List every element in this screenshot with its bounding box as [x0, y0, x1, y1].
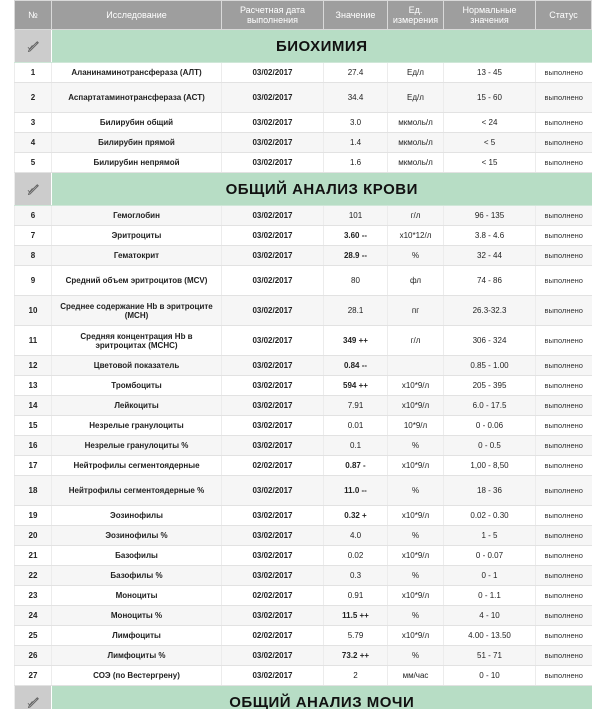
cell-unit: г/л — [388, 326, 444, 356]
cell-num: 6 — [15, 206, 52, 226]
cell-name: Эозинофилы % — [52, 526, 222, 546]
cell-name: Лейкоциты — [52, 396, 222, 416]
cell-date: 03/02/2017 — [222, 506, 324, 526]
cell-value: 3.0 — [324, 113, 388, 133]
cell-date: 03/02/2017 — [222, 476, 324, 506]
cell-date: 03/02/2017 — [222, 113, 324, 133]
cell-value: 80 — [324, 266, 388, 296]
cell-status: выполнено — [536, 133, 592, 153]
cell-value: 3.60 -- — [324, 226, 388, 246]
cell-name: Базофилы % — [52, 566, 222, 586]
cell-num: 13 — [15, 376, 52, 396]
cell-value: 594 ++ — [324, 376, 388, 396]
cell-unit: Ед/л — [388, 63, 444, 83]
cell-unit: x10*9/л — [388, 626, 444, 646]
cell-name: Лимфоциты % — [52, 646, 222, 666]
section-header-row — [15, 30, 592, 63]
cell-norm: 0 - 1.1 — [444, 586, 536, 606]
cell-status: выполнено — [536, 83, 592, 113]
cell-value: 0.02 — [324, 546, 388, 566]
cell-date: 02/02/2017 — [222, 586, 324, 606]
cell-date: 03/02/2017 — [222, 326, 324, 356]
table-row — [15, 456, 592, 476]
cell-value: 28.1 — [324, 296, 388, 326]
cell-status: выполнено — [536, 246, 592, 266]
cell-date: 03/02/2017 — [222, 436, 324, 456]
cell-name: Моноциты % — [52, 606, 222, 626]
cell-name: Незрелые гранулоциты — [52, 416, 222, 436]
table-row — [15, 396, 592, 416]
cell-unit: x10*12/л — [388, 226, 444, 246]
cell-norm: < 5 — [444, 133, 536, 153]
cell-norm: 26.3-32.3 — [444, 296, 536, 326]
cell-norm: 205 - 395 — [444, 376, 536, 396]
cell-name: Тромбоциты — [52, 376, 222, 396]
cell-status: выполнено — [536, 586, 592, 606]
cell-num: 22 — [15, 566, 52, 586]
cell-status: выполнено — [536, 526, 592, 546]
cell-num: 23 — [15, 586, 52, 606]
section-icon-cell — [15, 30, 52, 63]
cell-num: 15 — [15, 416, 52, 436]
cell-date: 03/02/2017 — [222, 416, 324, 436]
cell-name: Гематокрит — [52, 246, 222, 266]
col-header-name: Исследование — [52, 1, 222, 30]
cell-num: 26 — [15, 646, 52, 666]
cell-date: 02/02/2017 — [222, 456, 324, 476]
cell-num: 17 — [15, 456, 52, 476]
cell-unit: мкмоль/л — [388, 153, 444, 173]
col-header-date: Расчетная дата выполнения — [222, 1, 324, 30]
cell-status: выполнено — [536, 226, 592, 246]
cell-status: выполнено — [536, 436, 592, 456]
section-title: БИОХИМИЯ — [52, 30, 592, 63]
cell-unit: % — [388, 476, 444, 506]
cell-name: Среднее содержание Hb в эритроците (MCH) — [52, 296, 222, 326]
cell-norm: 13 - 45 — [444, 63, 536, 83]
cell-date: 03/02/2017 — [222, 526, 324, 546]
cell-num: 27 — [15, 666, 52, 686]
cell-status: выполнено — [536, 266, 592, 296]
table-row — [15, 606, 592, 626]
cell-num: 2 — [15, 83, 52, 113]
cell-name: Незрелые гранулоциты % — [52, 436, 222, 456]
cell-status: выполнено — [536, 666, 592, 686]
table-row — [15, 526, 592, 546]
cell-name: Лимфоциты — [52, 626, 222, 646]
cell-norm: < 15 — [444, 153, 536, 173]
cell-name: СОЭ (по Вестергрену) — [52, 666, 222, 686]
cell-status: выполнено — [536, 476, 592, 506]
cell-unit: x10*9/л — [388, 456, 444, 476]
cell-num: 16 — [15, 436, 52, 456]
cell-date: 03/02/2017 — [222, 63, 324, 83]
cell-value: 28.9 -- — [324, 246, 388, 266]
cell-unit: мкмоль/л — [388, 133, 444, 153]
table-row — [15, 646, 592, 666]
col-header-value: Значение — [324, 1, 388, 30]
cell-unit: пг — [388, 296, 444, 326]
cell-num: 25 — [15, 626, 52, 646]
cell-num: 10 — [15, 296, 52, 326]
table-row — [15, 506, 592, 526]
cell-unit: x10*9/л — [388, 546, 444, 566]
cell-name: Средний объем эритроцитов (MCV) — [52, 266, 222, 296]
cell-date: 03/02/2017 — [222, 246, 324, 266]
cell-name: Аспартатаминотрансфераза (АСТ) — [52, 83, 222, 113]
cell-value: 1.6 — [324, 153, 388, 173]
table-row — [15, 113, 592, 133]
cell-num: 20 — [15, 526, 52, 546]
cell-norm: 74 - 86 — [444, 266, 536, 296]
cell-date: 03/02/2017 — [222, 396, 324, 416]
cell-date: 03/02/2017 — [222, 133, 324, 153]
cell-name: Эозинофилы — [52, 506, 222, 526]
cell-date: 03/02/2017 — [222, 226, 324, 246]
header-row — [15, 1, 592, 30]
cell-status: выполнено — [536, 456, 592, 476]
cell-name: Нейтрофилы сегментоядерные — [52, 456, 222, 476]
pencil-check-icon — [26, 39, 40, 53]
cell-value: 2 — [324, 666, 388, 686]
cell-norm: 0 - 0.07 — [444, 546, 536, 566]
cell-date: 03/02/2017 — [222, 646, 324, 666]
col-header-unit: Ед. измерения — [388, 1, 444, 30]
cell-status: выполнено — [536, 113, 592, 133]
cell-status: выполнено — [536, 356, 592, 376]
lab-results-table — [14, 0, 592, 709]
cell-unit: x10*9/л — [388, 376, 444, 396]
cell-status: выполнено — [536, 296, 592, 326]
table-row — [15, 566, 592, 586]
cell-unit: % — [388, 436, 444, 456]
table-row — [15, 206, 592, 226]
cell-unit: мкмоль/л — [388, 113, 444, 133]
cell-status: выполнено — [536, 646, 592, 666]
cell-norm: 0 - 0.5 — [444, 436, 536, 456]
table-row — [15, 356, 592, 376]
cell-unit: г/л — [388, 206, 444, 226]
table-row — [15, 376, 592, 396]
cell-norm: < 24 — [444, 113, 536, 133]
cell-value: 4.0 — [324, 526, 388, 546]
cell-status: выполнено — [536, 626, 592, 646]
section-header-row — [15, 686, 592, 709]
cell-status: выполнено — [536, 206, 592, 226]
cell-value: 11.5 ++ — [324, 606, 388, 626]
cell-norm: 0 - 0.06 — [444, 416, 536, 436]
cell-unit: % — [388, 246, 444, 266]
cell-value: 0.32 + — [324, 506, 388, 526]
cell-name: Билирубин непрямой — [52, 153, 222, 173]
cell-norm: 0.85 - 1.00 — [444, 356, 536, 376]
cell-num: 9 — [15, 266, 52, 296]
cell-name: Средняя концентрация Hb в эритроцитах (MCHC) — [52, 326, 222, 356]
cell-status: выполнено — [536, 153, 592, 173]
table-row — [15, 416, 592, 436]
table-row — [15, 296, 592, 326]
cell-value: 34.4 — [324, 83, 388, 113]
table-row — [15, 246, 592, 266]
cell-status: выполнено — [536, 416, 592, 436]
cell-norm: 3.8 - 4.6 — [444, 226, 536, 246]
cell-num: 18 — [15, 476, 52, 506]
cell-value: 11.0 -- — [324, 476, 388, 506]
table-row — [15, 83, 592, 113]
table-header — [15, 1, 592, 30]
cell-norm: 1,00 - 8,50 — [444, 456, 536, 476]
cell-num: 8 — [15, 246, 52, 266]
table-row — [15, 153, 592, 173]
cell-date: 03/02/2017 — [222, 206, 324, 226]
cell-date: 03/02/2017 — [222, 266, 324, 296]
cell-norm: 4 - 10 — [444, 606, 536, 626]
table-row — [15, 666, 592, 686]
cell-name: Билирубин прямой — [52, 133, 222, 153]
cell-date: 03/02/2017 — [222, 606, 324, 626]
cell-norm: 15 - 60 — [444, 83, 536, 113]
cell-name: Цветовой показатель — [52, 356, 222, 376]
table-row — [15, 226, 592, 246]
cell-num: 21 — [15, 546, 52, 566]
pencil-check-icon — [26, 182, 40, 196]
cell-num: 24 — [15, 606, 52, 626]
section-icon-cell — [15, 686, 52, 709]
cell-num: 11 — [15, 326, 52, 356]
cell-status: выполнено — [536, 326, 592, 356]
cell-unit: мм/час — [388, 666, 444, 686]
cell-value: 0.3 — [324, 566, 388, 586]
cell-value: 101 — [324, 206, 388, 226]
table-row — [15, 266, 592, 296]
cell-unit: x10*9/л — [388, 506, 444, 526]
cell-status: выполнено — [536, 63, 592, 83]
cell-name: Аланинаминотрансфераза (АЛТ) — [52, 63, 222, 83]
cell-name: Моноциты — [52, 586, 222, 606]
cell-num: 19 — [15, 506, 52, 526]
table-row — [15, 63, 592, 83]
table-row — [15, 546, 592, 566]
cell-date: 03/02/2017 — [222, 566, 324, 586]
cell-unit: x10*9/л — [388, 586, 444, 606]
cell-norm: 0.02 - 0.30 — [444, 506, 536, 526]
cell-name: Эритроциты — [52, 226, 222, 246]
cell-value: 5.79 — [324, 626, 388, 646]
cell-unit: % — [388, 606, 444, 626]
cell-norm: 0 - 10 — [444, 666, 536, 686]
cell-date: 03/02/2017 — [222, 296, 324, 326]
cell-status: выполнено — [536, 566, 592, 586]
cell-date: 03/02/2017 — [222, 356, 324, 376]
cell-value: 27.4 — [324, 63, 388, 83]
cell-date: 03/02/2017 — [222, 666, 324, 686]
cell-value: 349 ++ — [324, 326, 388, 356]
cell-num: 1 — [15, 63, 52, 83]
cell-value: 0.91 — [324, 586, 388, 606]
cell-date: 03/02/2017 — [222, 546, 324, 566]
cell-date: 03/02/2017 — [222, 376, 324, 396]
cell-norm: 1 - 5 — [444, 526, 536, 546]
cell-value: 0.87 - — [324, 456, 388, 476]
cell-status: выполнено — [536, 376, 592, 396]
cell-num: 5 — [15, 153, 52, 173]
cell-num: 14 — [15, 396, 52, 416]
cell-value: 0.84 -- — [324, 356, 388, 376]
table-row — [15, 586, 592, 606]
cell-name: Базофилы — [52, 546, 222, 566]
section-title: ОБЩИЙ АНАЛИЗ КРОВИ — [52, 173, 592, 206]
cell-unit: % — [388, 526, 444, 546]
table-body — [15, 30, 592, 709]
section-header-row — [15, 173, 592, 206]
cell-norm: 18 - 36 — [444, 476, 536, 506]
table-row — [15, 626, 592, 646]
cell-value: 7.91 — [324, 396, 388, 416]
cell-value: 1.4 — [324, 133, 388, 153]
cell-value: 0.1 — [324, 436, 388, 456]
cell-norm: 4.00 - 13.50 — [444, 626, 536, 646]
cell-unit: % — [388, 566, 444, 586]
cell-num: 12 — [15, 356, 52, 376]
pencil-check-icon — [26, 695, 40, 709]
cell-date: 02/02/2017 — [222, 626, 324, 646]
cell-date: 03/02/2017 — [222, 153, 324, 173]
table-row — [15, 436, 592, 456]
cell-status: выполнено — [536, 506, 592, 526]
cell-unit: 10*9/л — [388, 416, 444, 436]
col-header-status: Статус — [536, 1, 592, 30]
table-row — [15, 133, 592, 153]
section-icon-cell — [15, 173, 52, 206]
section-title: ОБЩИЙ АНАЛИЗ МОЧИ — [52, 686, 592, 709]
table-row — [15, 476, 592, 506]
cell-norm: 32 - 44 — [444, 246, 536, 266]
cell-norm: 51 - 71 — [444, 646, 536, 666]
cell-status: выполнено — [536, 396, 592, 416]
cell-num: 3 — [15, 113, 52, 133]
cell-unit: Ед/л — [388, 83, 444, 113]
cell-norm: 0 - 1 — [444, 566, 536, 586]
cell-num: 4 — [15, 133, 52, 153]
col-header-num: № — [15, 1, 52, 30]
left-margin — [0, 0, 14, 709]
cell-norm: 96 - 135 — [444, 206, 536, 226]
cell-unit — [388, 356, 444, 376]
cell-status: выполнено — [536, 546, 592, 566]
cell-name: Гемоглобин — [52, 206, 222, 226]
right-margin — [592, 0, 600, 709]
table-row — [15, 326, 592, 356]
cell-unit: % — [388, 646, 444, 666]
cell-norm: 6.0 - 17.5 — [444, 396, 536, 416]
cell-num: 7 — [15, 226, 52, 246]
cell-value: 0.01 — [324, 416, 388, 436]
cell-name: Нейтрофилы сегментоядерные % — [52, 476, 222, 506]
cell-unit: фл — [388, 266, 444, 296]
cell-value: 73.2 ++ — [324, 646, 388, 666]
cell-status: выполнено — [536, 606, 592, 626]
cell-norm: 306 - 324 — [444, 326, 536, 356]
cell-unit: x10*9/л — [388, 396, 444, 416]
cell-date: 03/02/2017 — [222, 83, 324, 113]
cell-name: Билирубин общий — [52, 113, 222, 133]
col-header-norm: Нормальные значения — [444, 1, 536, 30]
